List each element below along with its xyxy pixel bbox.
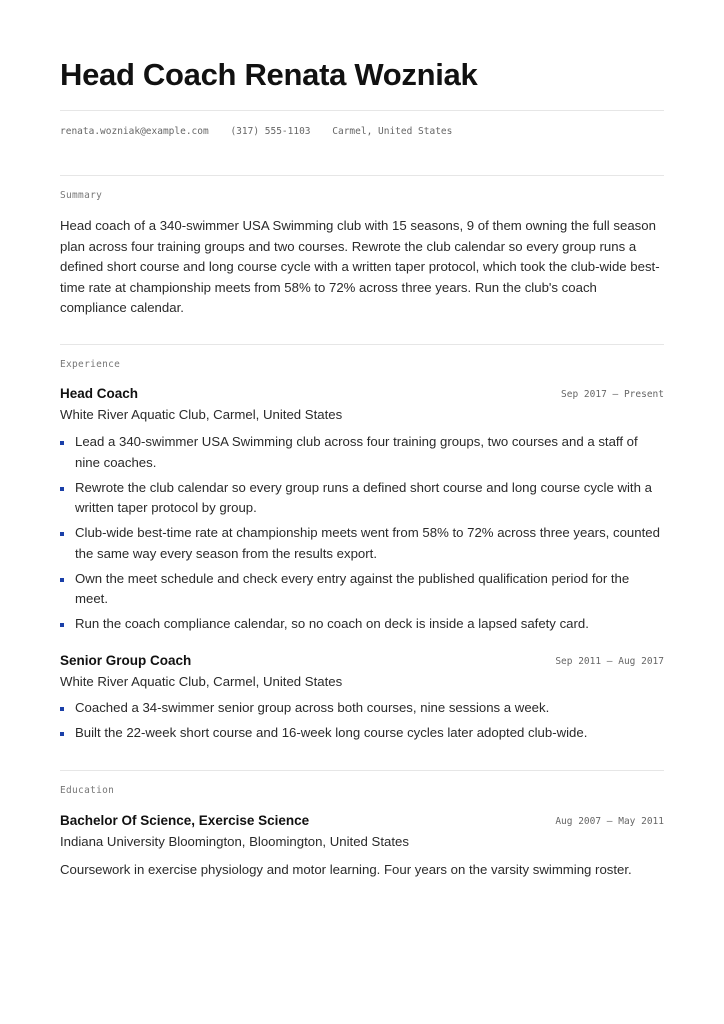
job-organization: White River Aquatic Club, Carmel, United States bbox=[60, 407, 343, 422]
job-bullet bbox=[60, 478, 664, 519]
job-bullet bbox=[60, 698, 664, 719]
bullet-square-icon bbox=[60, 707, 64, 711]
contact-email: renata.wozniak@example.com bbox=[60, 126, 209, 137]
job-bullet bbox=[60, 569, 664, 610]
contact-line bbox=[60, 126, 468, 138]
experience-heading: Experience bbox=[60, 359, 121, 370]
header-divider bbox=[60, 110, 664, 111]
summary-heading: Summary bbox=[60, 190, 103, 201]
job-title: Head Coach bbox=[60, 386, 139, 401]
job-bullet bbox=[60, 723, 664, 744]
bullet-square-icon bbox=[60, 487, 64, 491]
experience-divider bbox=[60, 770, 664, 771]
contact-divider bbox=[60, 175, 664, 176]
bullet-text: Lead a 340-swimmer USA Swimming club across four training groups, two courses and a staff of nine coaches. bbox=[75, 434, 638, 470]
bullet-text: Rewrote the club calendar so every group runs a defined short course and long course cycle with a written taper protocol by group. bbox=[75, 479, 652, 515]
job-title: Senior Group Coach bbox=[60, 653, 192, 668]
degree-title: Bachelor Of Science, Exercise Science bbox=[60, 813, 310, 828]
job-dates: Sep 2011 — Aug 2017 bbox=[555, 656, 664, 667]
bullet-text: Run the coach compliance calendar, so no coach on deck is inside a lapsed safety card. bbox=[75, 616, 589, 631]
job-bullet bbox=[60, 432, 664, 473]
job-bullet bbox=[60, 523, 664, 564]
job-bullet-list bbox=[60, 698, 664, 748]
education-heading: Education bbox=[60, 785, 115, 796]
bullet-text: Built the 22-week short course and 16-week long course cycles later adopted club-wide. bbox=[75, 725, 588, 740]
bullet-text: Coached a 34-swimmer senior group across both courses, nine sessions a week. bbox=[75, 700, 550, 715]
school-name: Indiana University Bloomington, Bloomington, United States bbox=[60, 834, 409, 849]
education-dates: Aug 2007 — May 2011 bbox=[555, 816, 664, 827]
bullet-text: Club-wide best-time rate at championship meets went from 58% to 72% across three years, counted the same way every season from the results export. bbox=[75, 525, 660, 561]
bullet-text: Own the meet schedule and check every entry against the published qualification period for the meet. bbox=[75, 570, 630, 606]
bullet-square-icon bbox=[60, 532, 64, 536]
bullet-square-icon bbox=[60, 732, 64, 736]
bullet-square-icon bbox=[60, 578, 64, 582]
job-dates: Sep 2017 — Present bbox=[561, 389, 664, 400]
job-organization: White River Aquatic Club, Carmel, United States bbox=[60, 674, 343, 689]
summary-text: Head coach of a 340-swimmer USA Swimming club with 15 seasons, 9 of them owning the full season plan across four training groups and two courses. Rewrote the club calendar so every group runs a defined short course and long course cycle with a written taper protocol, which took the club-wide best-time rate at championship meets from 58% to 72% across three years. Run the club's coach compliance calendar. bbox=[60, 218, 660, 315]
bullet-square-icon bbox=[60, 441, 64, 445]
job-bullet bbox=[60, 614, 664, 635]
job-bullet-list bbox=[60, 432, 664, 639]
contact-location: Carmel, United States bbox=[332, 126, 453, 137]
summary-divider bbox=[60, 344, 664, 345]
contact-phone: (317) 555-1103 bbox=[230, 126, 311, 137]
bullet-square-icon bbox=[60, 623, 64, 627]
education-description: Coursework in exercise physiology and motor learning. Four years on the varsity swimming roster. bbox=[60, 862, 632, 877]
page-title: Head Coach Renata Wozniak bbox=[60, 57, 478, 92]
